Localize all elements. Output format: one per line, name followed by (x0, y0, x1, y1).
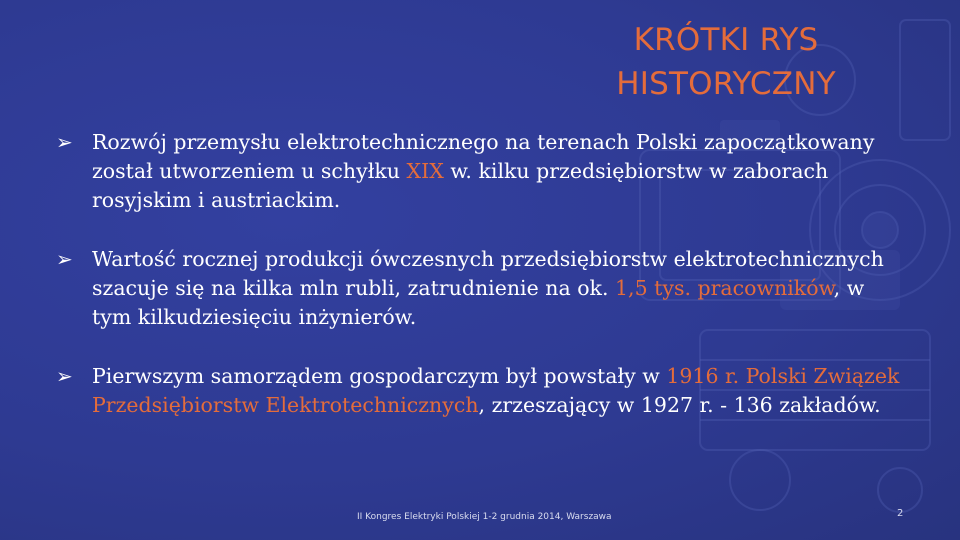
bullet-text: , w tym kilkudziesięciu inżynierów. (92, 276, 865, 329)
arrow-bullet-icon: ➢ (56, 247, 73, 271)
bullet-list (56, 128, 906, 450)
bullet-highlight: 1916 r. Polski Związek Przedsiębiorstw Elektrotechnicznych (92, 364, 900, 417)
bullet-highlight: XIX (406, 159, 444, 183)
bullet-highlight: 1,5 tys. pracowników (615, 276, 834, 300)
bullet-text: , zrzeszający w 1927 r. - 136 zakładów. (478, 393, 881, 417)
bullet-item (56, 128, 906, 215)
bullet-text: Pierwszym samorządem gospodarczym był powstały w (92, 364, 667, 388)
bullet-item (56, 362, 906, 420)
slide-title-line-2: HISTORYCZNY (616, 66, 836, 102)
arrow-bullet-icon: ➢ (56, 364, 73, 388)
bullet-text: Rozwój przemysłu elektrotechnicznego na terenach Polski zapoczątkowany został utworzeniem u schyłku (92, 130, 875, 183)
bullet-text: w. kilku przedsiębiorstw w zaborach rosyjskim i austriackim. (92, 159, 829, 212)
arrow-bullet-icon: ➢ (56, 130, 73, 154)
page-number: 2 (897, 508, 904, 519)
slide-title-line-1: KRÓTKI RYS (633, 22, 819, 58)
slide-footer: II Kongres Elektryki Polskiej 1-2 grudnia 2014, Warszawa (357, 512, 612, 522)
slide-title (596, 18, 856, 106)
bullet-item (56, 245, 906, 332)
bullet-text: Wartość rocznej produkcji ówczesnych przedsiębiorstw elektrotechnicznych szacuje się na kilka mln rubli, zatrudnienie na ok. (92, 247, 884, 300)
